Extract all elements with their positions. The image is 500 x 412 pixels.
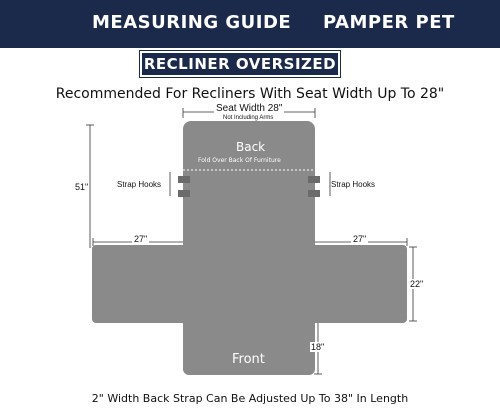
front-label: Front [232,352,265,367]
strap-footnote: 2" Width Back Strap Can Be Adjusted Up To 38" In Length [91,392,409,405]
strap-hook-right-bottom [308,190,320,197]
recommendation-text: Recommended For Recliners With Seat Width Up To 28" [55,86,445,102]
strap-hook-left-top [178,176,190,183]
back-label: Back [236,140,266,154]
left-arm-width-label: 27" [134,234,148,244]
brand-title: PAMPER PET [323,12,455,33]
seat-width-label: Seat Width 28" [216,103,283,114]
strap-hooks-right-label: Strap Hooks [331,180,376,189]
height-label: 51" [75,182,89,192]
fold-note: Fold Over Back Of Furniture [198,157,281,164]
front-drop-label: 18" [311,342,325,352]
strap-hooks-left-label: Strap Hooks [117,180,162,189]
right-arm-width-label: 27" [353,234,367,244]
strap-hook-left-bottom [178,190,190,197]
measuring-guide-title: MEASURING GUIDE [92,12,292,33]
seat-width-note: Not Including Arms [223,115,274,121]
product-banner: RECLINER OVERSIZED [140,51,340,77]
strap-hook-right-top [308,176,320,183]
arm-depth-label: 22" [410,279,424,289]
